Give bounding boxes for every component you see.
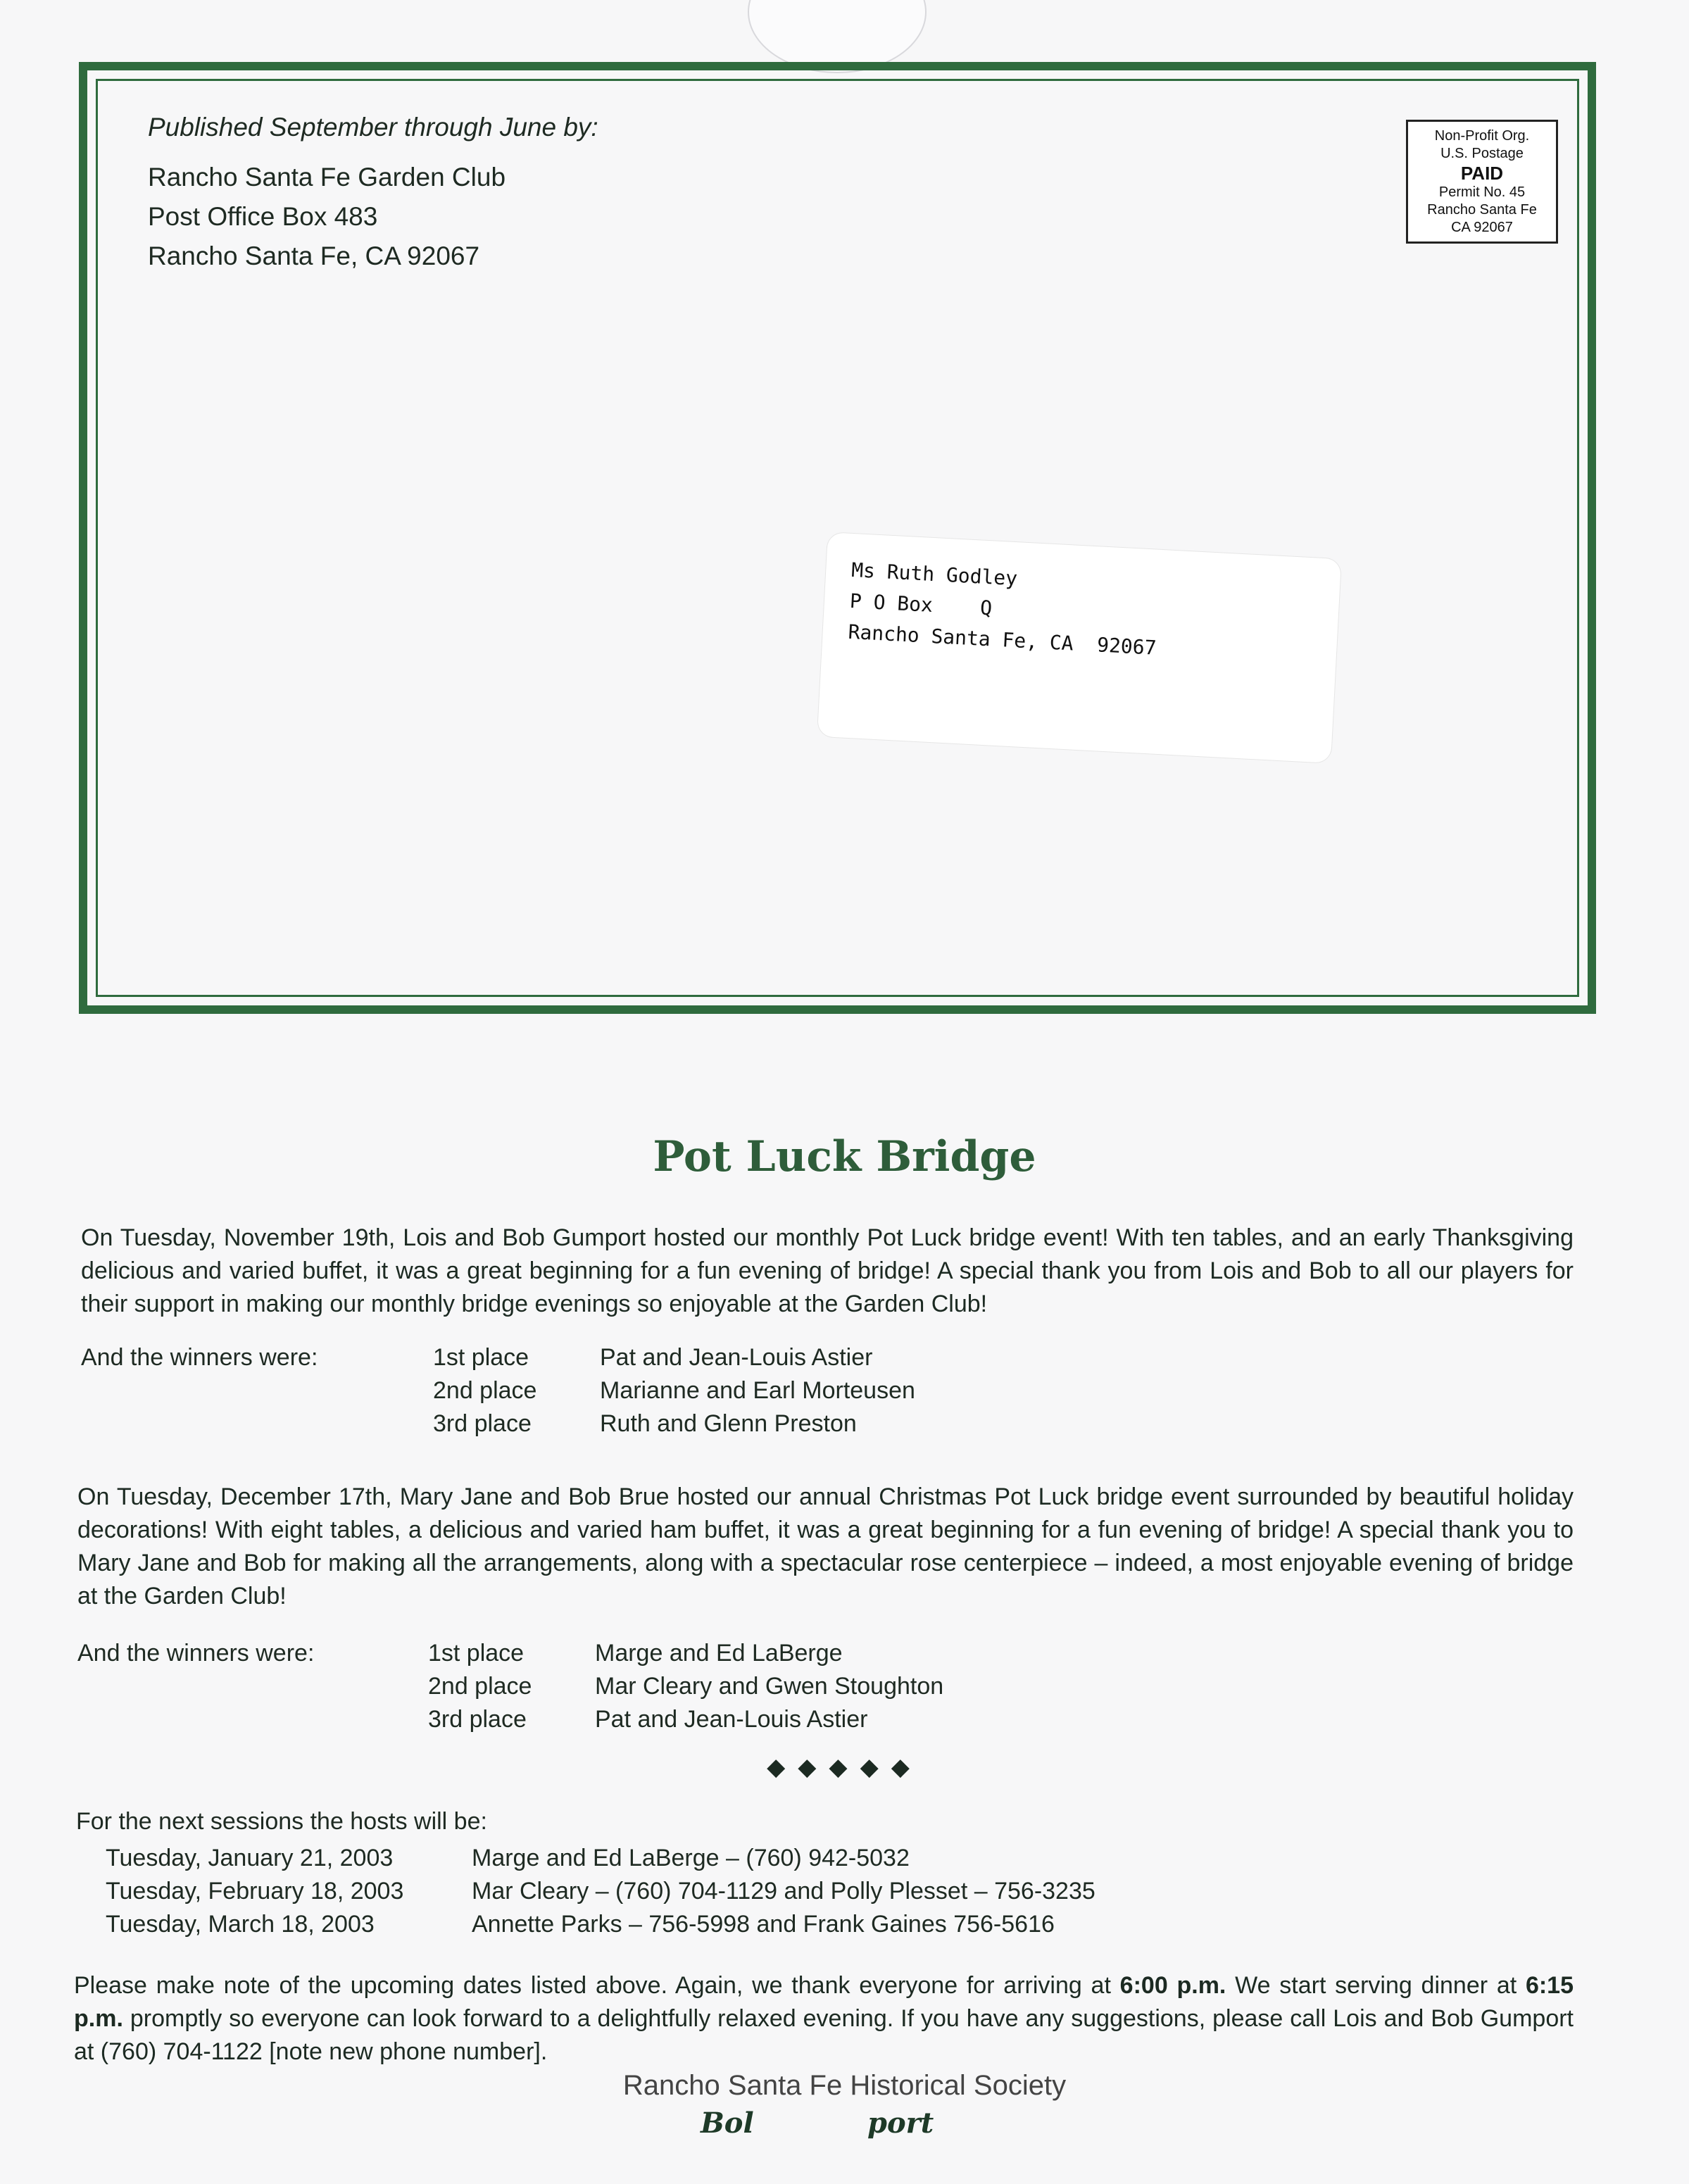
winner-row	[77, 1637, 993, 1670]
historical-society-credit: Rancho Santa Fe Historical Society	[622, 2070, 1067, 2101]
winner-names: Marge and Ed LaBerge	[595, 1640, 843, 1667]
winner-place: 2nd place	[433, 1377, 537, 1404]
dinner-time: 6:15 p.m.	[74, 1972, 1574, 2032]
arrival-time: 6:00 p.m.	[1119, 1972, 1226, 1999]
winner-names: Mar Cleary and Gwen Stoughton	[595, 1673, 944, 1700]
winner-row	[81, 1407, 996, 1441]
winner-row	[77, 1703, 993, 1736]
winner-place: 1st place	[433, 1344, 529, 1371]
label-line: Ms Ruth Godley	[850, 558, 1018, 591]
winner-row	[81, 1341, 996, 1374]
winner-place: 1st place	[428, 1640, 525, 1667]
schedule-date: Tuesday, March 18, 2003	[106, 1911, 375, 1938]
winner-row	[77, 1670, 993, 1703]
publisher-block	[148, 113, 598, 276]
winners-list-2	[77, 1637, 993, 1736]
winner-names: Pat and Jean-Louis Astier	[595, 1706, 868, 1733]
indicia-line: Non-Profit Org.	[1434, 128, 1530, 144]
indicia-line: Rancho Santa Fe	[1427, 202, 1537, 218]
signature-fragment: port	[867, 2107, 934, 2140]
postage-indicia	[1406, 120, 1558, 244]
winners-list-1	[81, 1341, 996, 1441]
closing-text: We start serving dinner at	[1226, 1972, 1526, 1999]
winners-label: And the winners were:	[77, 1640, 315, 1667]
schedule-date: Tuesday, February 18, 2003	[106, 1878, 404, 1904]
published-by-line: Published September through June by:	[148, 113, 598, 142]
winner-row	[81, 1374, 996, 1407]
indicia-line: Permit No. 45	[1438, 184, 1526, 200]
diamond-separator: ◆◆◆◆◆	[767, 1754, 922, 1781]
article-title: Pot Luck Bridge	[653, 1132, 1036, 1181]
indicia-line: U.S. Postage	[1440, 146, 1524, 161]
return-address-line: Post Office Box 483	[148, 202, 378, 231]
winner-names: Pat and Jean-Louis Astier	[600, 1344, 873, 1371]
hosts-intro: For the next sessions the hosts will be:	[76, 1808, 487, 1835]
schedule-host: Marge and Ed LaBerge – (760) 942-5032	[472, 1845, 910, 1871]
indicia-line: CA 92067	[1451, 220, 1513, 235]
schedule-host: Annette Parks – 756-5998 and Frank Gaines 756-5616	[472, 1911, 1055, 1938]
schedule-host: Mar Cleary – (760) 704-1129 and Polly Plesset – 756-3235	[472, 1878, 1095, 1904]
article-paragraph-2: On Tuesday, December 17th, Mary Jane and Bob Brue hosted our annual Christmas Pot Luck bridge event surrounded by beautiful holiday decorations! With eight tables, a delicious and varied ham buffet, it was a great beginning for a fun evening of bridge! A special thank you to Mary Jane and Bob for making all the arrangements, along with a spectacular rose centerpiece – indeed, a most enjoyable evening of bridge at the Garden Club!	[77, 1483, 1574, 1609]
winner-place: 2nd place	[428, 1673, 532, 1700]
article-paragraph-1: On Tuesday, November 19th, Lois and Bob Gumport hosted our monthly Pot Luck bridge event! With ten tables, and an early Thanksgiving delicious and varied buffet, it was a great beginning for a fun evening of bridge! A special thank you from Lois and Bob to all our players for their support in making our monthly bridge evenings so enjoyable at the Garden Club!	[81, 1224, 1574, 1317]
indicia-paid: PAID	[1460, 163, 1504, 184]
winner-place: 3rd place	[428, 1706, 527, 1733]
mailing-label	[817, 532, 1341, 763]
winner-names: Ruth and Glenn Preston	[600, 1410, 857, 1437]
signature-fragment: Bol	[701, 2107, 754, 2140]
winner-place: 3rd place	[433, 1410, 532, 1437]
closing-text: Please make note of the upcoming dates listed above. Again, we thank everyone for arriving at	[74, 1972, 1120, 1999]
return-address-line: Rancho Santa Fe, CA 92067	[148, 241, 480, 270]
label-line: Rancho Santa Fe, CA 92067	[847, 620, 1157, 660]
winners-label: And the winners were:	[81, 1344, 318, 1371]
return-address-line: Rancho Santa Fe Garden Club	[148, 163, 506, 192]
winner-names: Marianne and Earl Morteusen	[600, 1377, 915, 1404]
schedule-date: Tuesday, January 21, 2003	[106, 1845, 394, 1871]
closing-paragraph	[74, 1969, 1574, 2069]
closing-text: promptly so everyone can look forward to a delightfully relaxed evening. If you have any suggestions, please call Lois and Bob Gumport at (760) 704-1122 [note new phone number].	[74, 2005, 1574, 2065]
label-line: P O Box Q	[849, 589, 993, 620]
